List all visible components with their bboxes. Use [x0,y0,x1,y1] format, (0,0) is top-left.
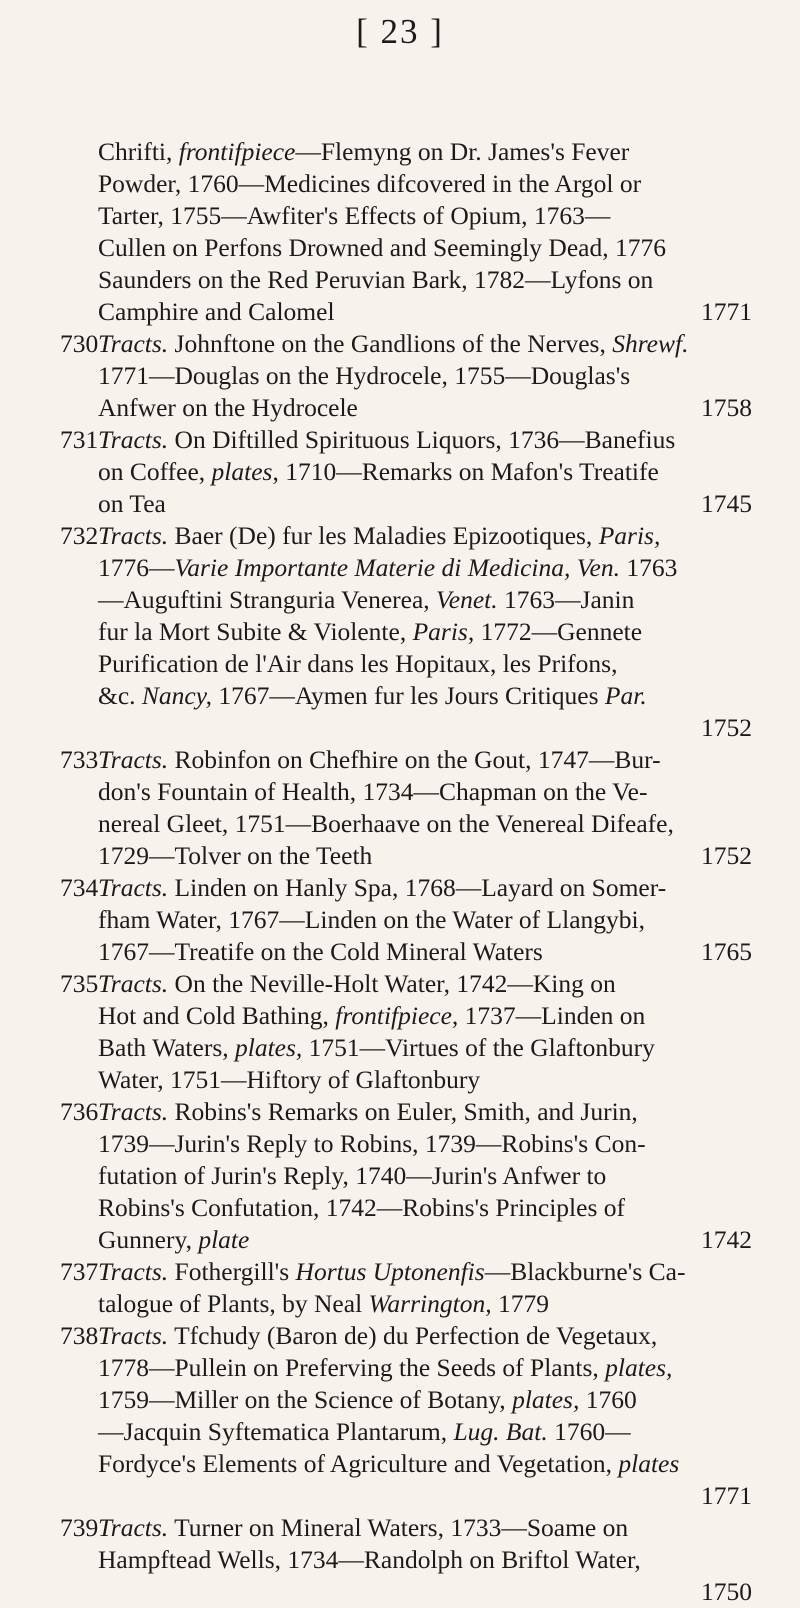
entry-text: Chrifti, [98,137,179,166]
entry-line [98,904,645,936]
entry-italic-text: Tracts. [98,1321,169,1350]
entry-text: Hampftead Wells, 1734—Randolph on Briftol Water, [98,1545,641,1574]
entry-text: on Coffee, [98,457,212,486]
entry-italic-text: Paris, [598,521,661,550]
entry-line [98,1544,641,1576]
entry-text: On the Neville-Holt Water, 1742—King on [168,969,616,998]
entry-italic-text: Par. [604,681,647,710]
entry-line [98,1000,645,1032]
entry-text: Baer (De) fur les Maladies Epizootiques, [168,521,599,550]
entry-text: fur la Mort Subite & Violente, [98,617,413,646]
entry-italic-text: Varie Importante Materie di Medicina, Ven. [174,553,620,582]
entry-text: Tfchudy (Baron de) du Perfection de Vegetaux, [168,1321,658,1350]
entry-italic-text: Tracts. [98,521,169,550]
lot-number: 730 [60,329,99,358]
entry-line [98,584,634,616]
entry-italic-text: plates [618,1449,680,1478]
entry-line [60,1096,638,1128]
entry-text: don's Fountain of Health, 1734—Chapman on the Ve- [98,777,648,806]
entry-italic-text: Warrington, [368,1289,492,1318]
entry-text: Robins's Remarks on Euler, Smith, and Jurin, [168,1097,638,1126]
entry-year: 1752 [701,713,752,742]
entry-text: 1737—Linden on [458,1001,646,1030]
entry-year: 1750 [701,1577,752,1606]
entry-text: Linden on Hanly Spa, 1768—Layard on Somer- [168,873,667,902]
page-number: [ 23 ] [356,12,444,51]
entry-line [98,616,642,648]
entry-line [98,360,630,392]
entry-text: on Tea [98,489,166,518]
entry-year: 1771 [701,1481,752,1510]
entry-year: 1758 [701,393,752,422]
lot-number: 738 [60,1321,99,1350]
entry-line [98,392,358,424]
lot-number: 732 [60,521,99,550]
entry-text: 1760— [547,1417,631,1446]
entry-year: 1752 [701,841,752,870]
entry-text: 1763—Janin [497,585,635,614]
entry-line [98,648,617,680]
entry-line [98,1384,637,1416]
entry-text: —Jacquin Syftematica Plantarum, [98,1417,454,1446]
entry-text: 1767—Aymen fur les Jours Critiques [212,681,605,710]
entry-line [98,808,674,840]
entry-text: Anfwer on the Hydrocele [98,393,358,422]
entry-line [60,744,661,776]
entry-text: 1739—Jurin's Reply to Robins, 1739—Robins's Con- [98,1129,646,1158]
lot-number: 735 [60,969,99,998]
entry-italic-text: Tracts. [98,1513,169,1542]
entry-line [98,1224,249,1256]
entry-line [98,296,335,328]
entry-text: Powder, 1760—Medicines difcovered in the Argol or [98,169,642,198]
lot-number: 733 [60,745,99,774]
entry-line [98,840,372,872]
entry-line [98,936,543,968]
entry-text: 1776— [98,553,175,582]
entry-italic-text: Venet. [436,585,498,614]
entry-italic-text: Tracts. [98,745,169,774]
entry-text: Bath Waters, [98,1033,235,1062]
entry-line [60,328,689,360]
entry-line [98,1416,631,1448]
entry-text: 1751—Virtues of the Glaftonbury [302,1033,655,1062]
entry-text: Hot and Cold Bathing, [98,1001,336,1030]
entry-line [98,1064,480,1096]
entry-text: 1772—Gennete [474,617,643,646]
entry-line [98,264,653,296]
entry-text: , 1710—Remarks on Mafon's Treatife [272,457,659,486]
entry-italic-text: plates, [605,1353,673,1382]
entry-line [98,1032,655,1064]
entry-italic-text: Tracts. [98,873,169,902]
entry-text: Gunnery, [98,1225,199,1254]
entry-text: Tarter, 1755—Awfiter's Effects of Opium, 1763— [98,201,611,230]
entry-line [60,872,667,904]
entry-text: fham Water, 1767—Linden on the Water of Llangybi, [98,905,645,934]
entry-line [98,200,610,232]
entry-text: 1779 [491,1289,549,1318]
entry-italic-text: Nancy, [141,681,213,710]
entry-text: 1763 [619,553,678,582]
entry-text: Saunders on the Red Peruvian Bark, 1782—Lyfons on [98,265,654,294]
entry-line [98,1192,625,1224]
entry-italic-text: Paris, [412,617,475,646]
entry-line [98,1352,672,1384]
entry-line [98,488,166,520]
entry-line [98,1448,679,1480]
entry-text: —Auguftini Stranguria Venerea, [98,585,437,614]
entry-text: Water, 1751—Hiftory of Glaftonbury [98,1065,481,1094]
entry-text: 1767—Treatife on the Cold Mineral Waters [98,937,543,966]
entry-italic-text: Tracts. [98,329,169,358]
entry-line [98,680,647,712]
entry-text: talogue of Plants, by Neal [98,1289,369,1318]
lot-number: 731 [60,425,99,454]
lot-number: 739 [60,1513,99,1542]
entry-text: Robins's Confutation, 1742—Robins's Principles of [98,1193,625,1222]
entry-text: &c. [98,681,142,710]
lot-number: 736 [60,1097,99,1126]
entry-line [60,1320,658,1352]
entry-text: 1759—Miller on the Science of Botany, [98,1385,513,1414]
entry-text: futation of Jurin's Reply, 1740—Jurin's Anfwer to [98,1161,607,1190]
entry-italic-text: Lug. Bat. [453,1417,548,1446]
lot-number: 737 [60,1257,99,1286]
entry-italic-text: Hortus Uptonenfis [295,1257,485,1286]
entry-text: Cullen on Perfons Drowned and Seemingly Dead, 1776 [98,233,666,262]
entry-italic-text: frontifpiece [178,137,296,166]
entry-line [98,136,629,168]
entry-year: 1742 [701,1225,752,1254]
entry-line [98,552,677,584]
lot-number: 734 [60,873,99,902]
entry-text: 1729—Tolver on the Teeth [98,841,373,870]
entry-text: 1771—Douglas on the Hydrocele, 1755—Douglas's [98,361,631,390]
entry-line [60,1512,629,1544]
entry-text: On Diftilled Spirituous Liquors, 1736—Banefius [168,425,676,454]
entry-year: 1771 [701,297,752,326]
entry-line [98,232,666,264]
entry-line [98,776,647,808]
entry-text: Johnftone on the Gandlions of the Nerves, [168,329,613,358]
entry-line [60,968,616,1000]
entry-text: nereal Gleet, 1751—Boerhaave on the Venereal Difeafe, [98,809,674,838]
entry-line [98,1160,606,1192]
entry-italic-text: Shrewf. [612,329,689,358]
entry-text: Robinfon on Chefhire on the Gout, 1747—Bur- [168,745,661,774]
entry-line [98,1288,549,1320]
entry-line [98,456,659,488]
entry-text: Camphire and Calomel [98,297,335,326]
entry-text: Purification de l'Air dans les Hopitaux, les Prifons, [98,649,618,678]
entry-italic-text: plate [198,1225,250,1254]
entry-line [98,1128,646,1160]
entry-text: Turner on Mineral Waters, 1733—Soame on [168,1513,629,1542]
entry-italic-text: Tracts. [98,1097,169,1126]
entry-line [60,1256,686,1288]
entry-line [98,168,641,200]
entry-italic-text: frontifpiece, [335,1001,459,1030]
entry-year: 1765 [701,937,752,966]
entry-text: —Blackburne's Ca- [484,1257,686,1286]
entry-text: 1778—Pullein on Preferving the Seeds of Plants, [98,1353,606,1382]
entry-italic-text: plates, [512,1385,580,1414]
entry-italic-text: plates, [235,1033,303,1062]
entry-year: 1745 [701,489,752,518]
entry-text: Fordyce's Elements of Agriculture and Vegetation, [98,1449,619,1478]
entry-italic-text: plates [211,457,273,486]
entry-line [60,424,676,456]
entry-italic-text: Tracts. [98,425,169,454]
entry-text: Fothergill's [168,1257,296,1286]
entry-text: —Flemyng on Dr. James's Fever [295,137,630,166]
entry-line [60,520,661,552]
entry-text: 1760 [579,1385,637,1414]
entry-italic-text: Tracts. [98,969,169,998]
entry-italic-text: Tracts. [98,1257,169,1286]
